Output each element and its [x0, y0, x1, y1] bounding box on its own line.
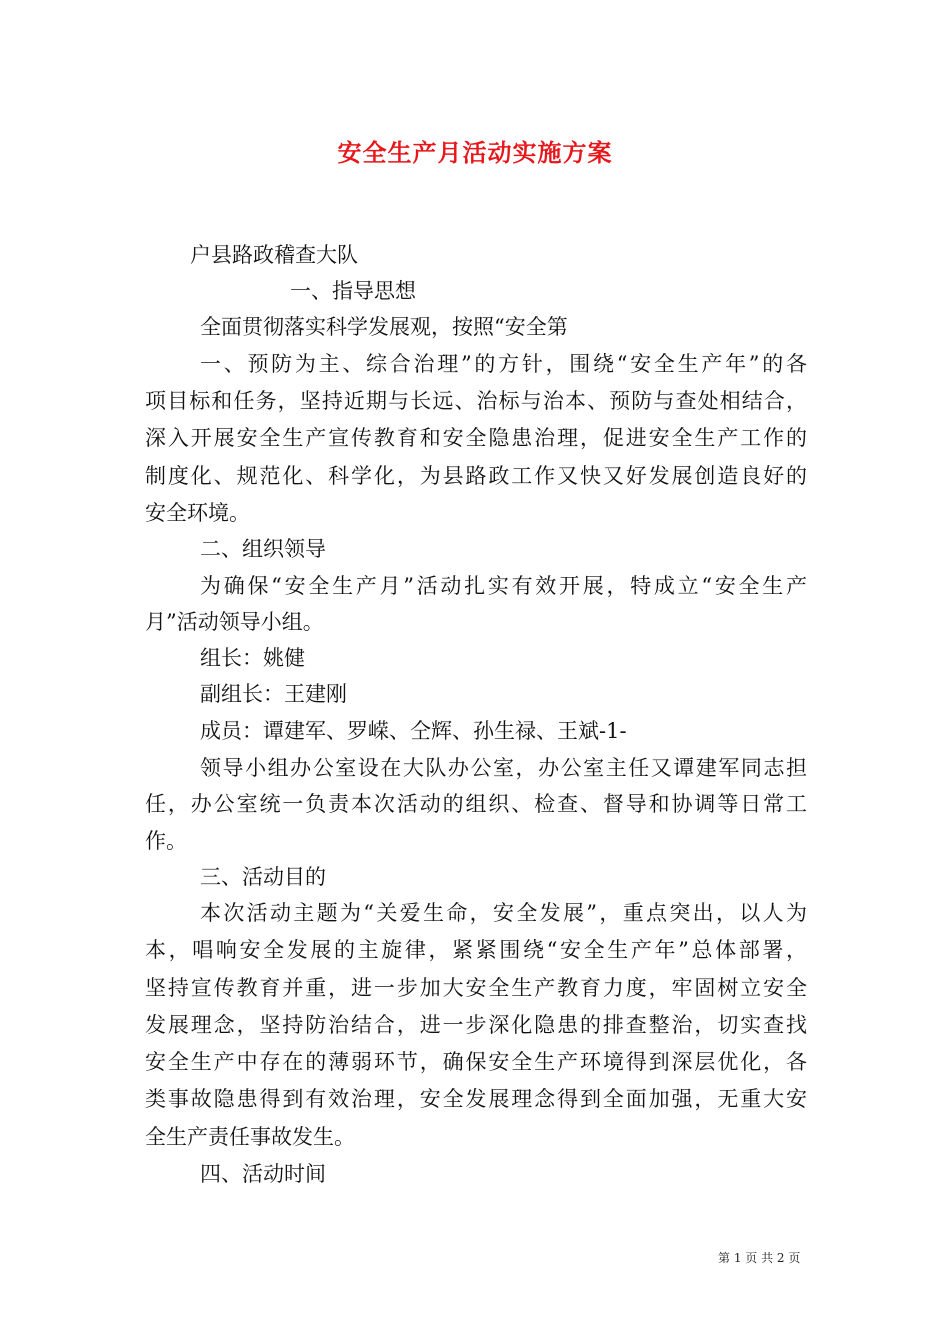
- paragraph-line: 类事故隐患得到有效治理，安全发展理念得到全面加强，无重大安: [145, 1087, 807, 1111]
- organization-line: 户县路政稽查大队: [190, 243, 358, 267]
- paragraph-line: 全生产责任事故发生。: [145, 1125, 355, 1149]
- paragraph-line: 深入开展安全生产宣传教育和安全隐患治理，促进安全生产工作的: [145, 426, 807, 450]
- paragraph-line: 任，办公室统一负责本次活动的组织、检查、督导和协调等日常工: [145, 792, 807, 816]
- paragraph-line: 组长：姚健: [200, 646, 305, 670]
- paragraph-line: 本，唱响安全发展的主旋律，紧紧围绕“安全生产年”总体部署，: [145, 938, 807, 962]
- paragraph-line: 项目标和任务，坚持近期与长远、治标与治本、预防与查处相结合，: [145, 389, 807, 413]
- section-heading: 二、组织领导: [200, 537, 326, 561]
- section-heading: 四、活动时间: [200, 1162, 326, 1186]
- paragraph-line: 领导小组办公室设在大队办公室，办公室主任又谭建军同志担: [200, 756, 807, 780]
- paragraph-line: 作。: [145, 829, 187, 853]
- paragraph-line: 发展理念，坚持防治结合，进一步深化隐患的排查整治，切实查找: [145, 1013, 807, 1037]
- document-title: 安全生产月活动实施方案: [337, 138, 613, 167]
- paragraph-line: 副组长：王建刚: [200, 682, 347, 706]
- section-heading: 三、活动目的: [200, 865, 326, 889]
- page-number: 第 1 页 共 2 页: [718, 1251, 801, 1265]
- paragraph-line: 安全生产中存在的薄弱环节，确保安全生产环境得到深层优化，各: [145, 1050, 807, 1074]
- paragraph-line: 全面贯彻落实科学发展观，按照“安全第: [200, 315, 568, 339]
- paragraph-line: 月”活动领导小组。: [145, 610, 324, 634]
- paragraph-line: 本次活动主题为“关爱生命，安全发展”，重点突出，以人为: [200, 901, 807, 925]
- paragraph-line: 一、预防为主、综合治理”的方针，围绕“安全生产年”的各: [200, 352, 807, 376]
- paragraph-line: 安全环境。: [145, 501, 250, 525]
- paragraph-line: 制度化、规范化、科学化，为县路政工作又快又好发展创造良好的: [145, 464, 807, 488]
- paragraph-line: 为确保“安全生产月”活动扎实有效开展，特成立“安全生产: [200, 574, 807, 598]
- paragraph-line: 坚持宣传教育并重，进一步加大安全生产教育力度，牢固树立安全: [145, 976, 807, 1000]
- paragraph-line: 成员：谭建军、罗嵘、仝辉、孙生禄、王斌-1-: [200, 719, 627, 743]
- section-heading: 一、指导思想: [290, 279, 416, 303]
